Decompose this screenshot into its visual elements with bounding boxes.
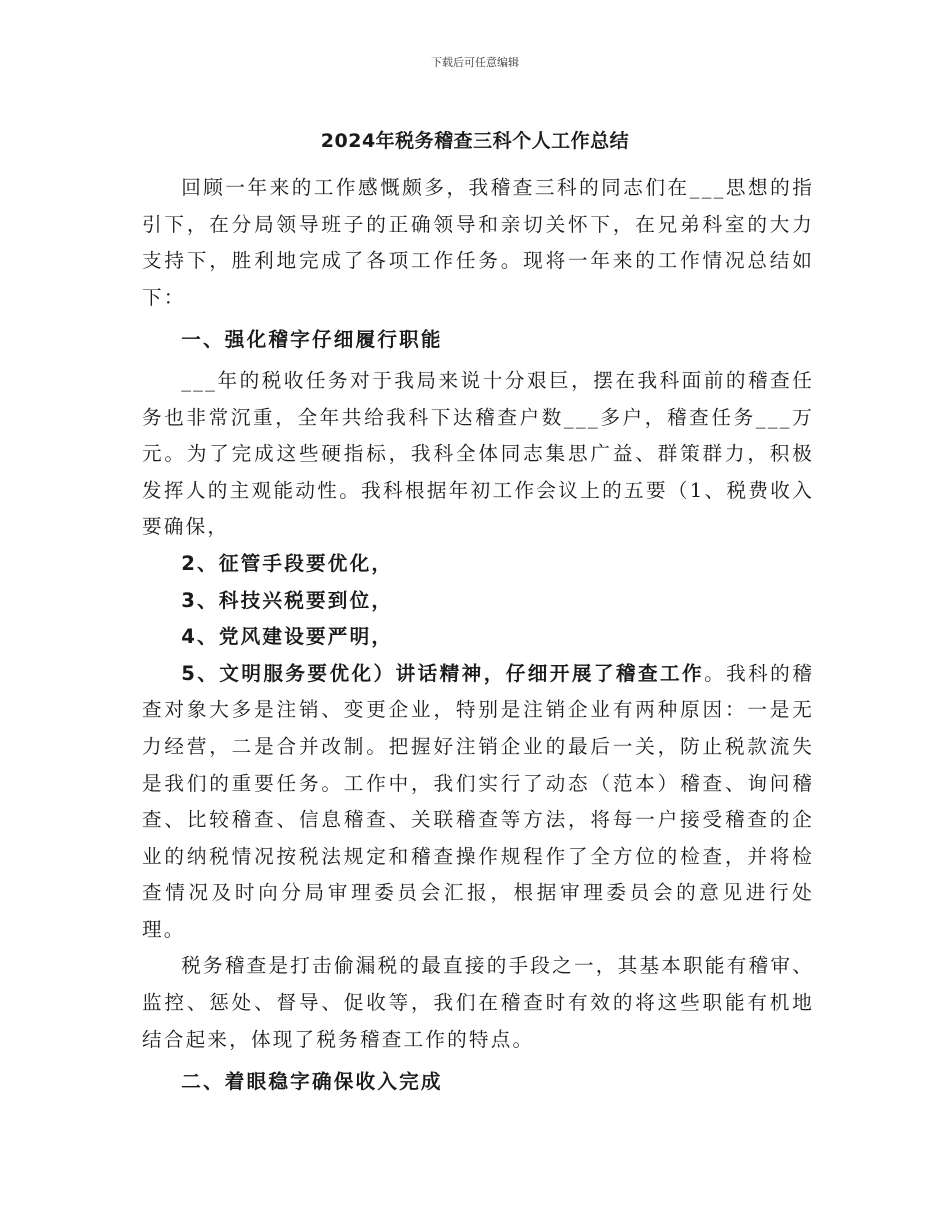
intro-paragraph: 回顾一年来的工作感慨颇多，我稽查三科的同志们在___思想的指引下，在分局领导班子的正确领导和亲切关怀下，在兄弟科室的大力支持下，胜利地完成了各项工作任务。现将一年来的工作情况总结如下：: [142, 176, 814, 309]
document-body: [142, 170, 814, 1105]
header-note: 下载后可任意编辑: [431, 56, 519, 69]
list-item-3: 3、科技兴税要到位，: [181, 588, 394, 612]
section-heading-2: 二、着眼稳字确保收入完成: [181, 1070, 443, 1094]
list-item-5-bold: 5、文明服务要优化）讲话精神，仔细开展了稽查工作: [181, 661, 705, 685]
paragraph-item-5: [142, 656, 814, 949]
section-heading-1: 一、强化稽字仔细履行职能: [181, 328, 443, 352]
list-item-5-rest: 。我科的稽查对象大多是注销、变更企业，特别是注销企业有两种原因：一是无力经营，二是合并改制。把握好注销企业的最后一关，防止税款流失是我们的重要任务。工作中，我们实行了动态（范本）稽查、询问稽查、比较稽查、信息稽查、关联稽查等方法，将每一户接受稽查的企业的纳税情况按税法规定和稽查操作规程作了全方位的检查，并将检查情况及时向分局审理委员会汇报，根据审理委员会的意见进行处理。: [142, 661, 814, 941]
list-item-2: 2、征管手段要优化，: [181, 551, 394, 575]
paragraph-inspection-functions: 税务稽查是打击偷漏税的最直接的手段之一，其基本职能有稽审、监控、惩处、督导、促收等，我们在稽查时有效的将这些职能有机地结合起来，体现了税务稽查工作的特点。: [142, 954, 814, 1051]
paragraph-tax-tasks: ___年的税收任务对于我局来说十分艰巨，摆在我科面前的稽查任务也非常沉重，全年共给我科下达稽查户数___多户，稽查任务___万元。为了完成这些硬指标，我科全体同志集思广益、群策群力，积极发挥人的主观能动性。我科根据年初工作会议上的五要（1、税费收入要确保，: [142, 368, 814, 539]
list-item-4: 4、党风建设要严明，: [181, 625, 394, 649]
document-title: 2024年税务稽查三科个人工作总结: [320, 130, 630, 152]
